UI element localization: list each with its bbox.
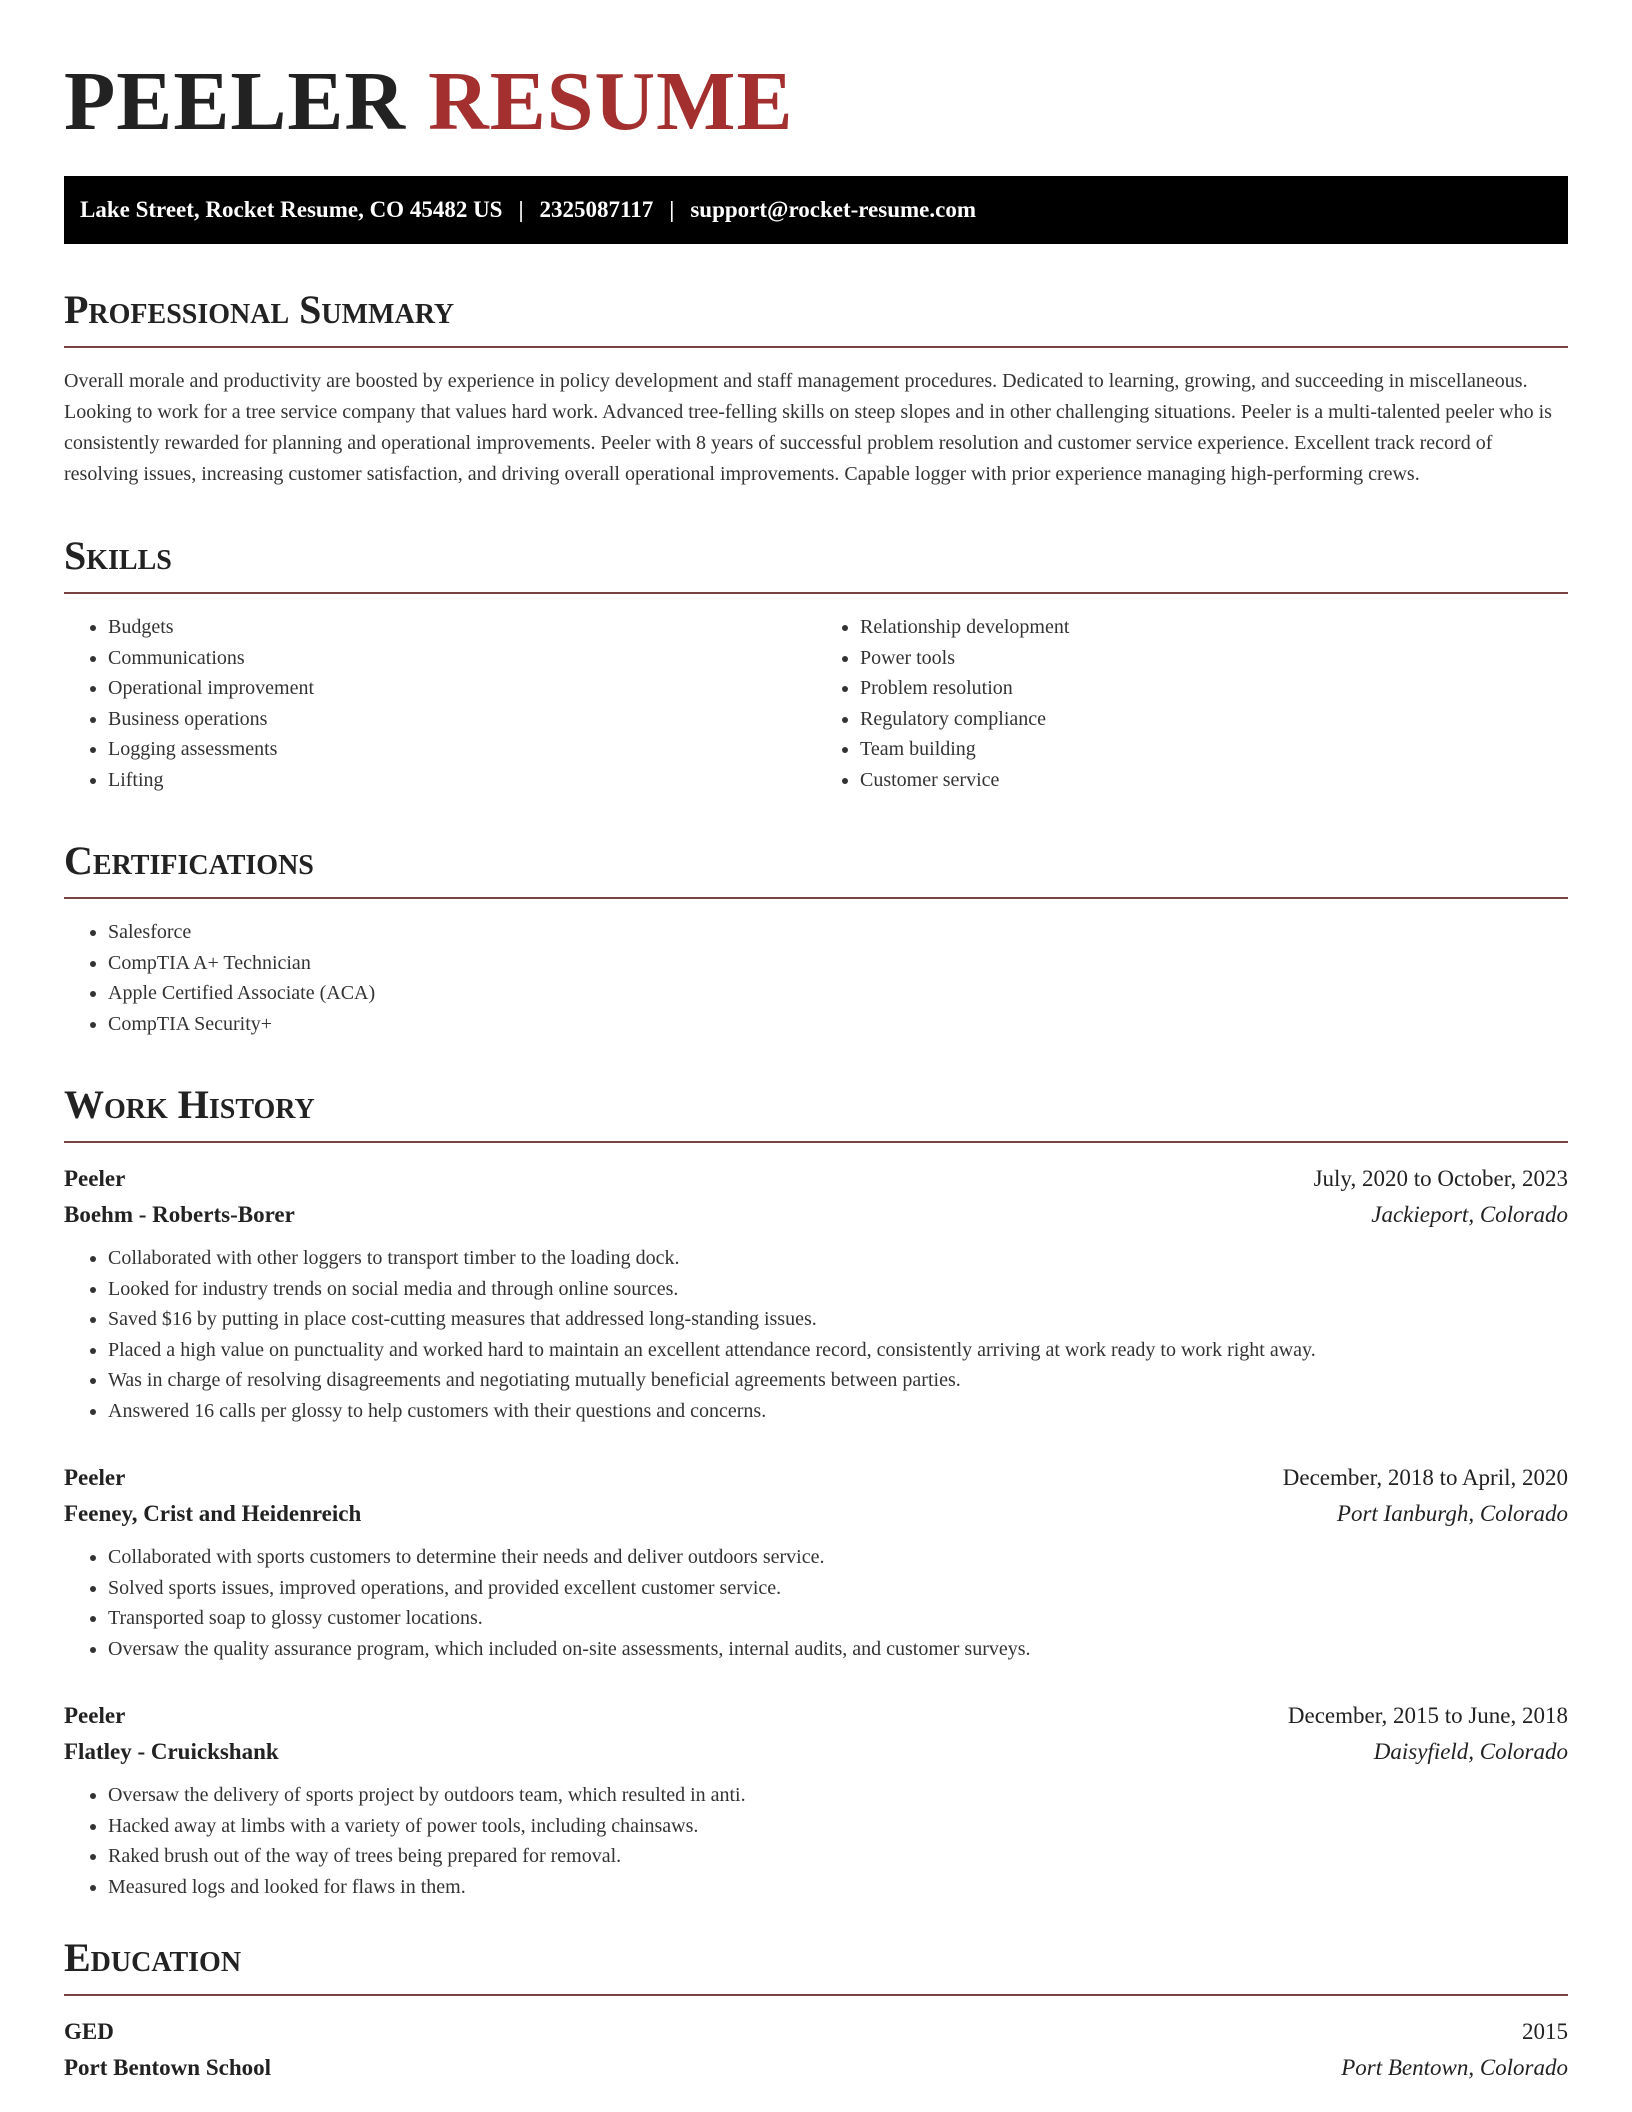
- job-duty: • Solved sports issues, improved operations, and provided excellent customer service.: [108, 1573, 1568, 1604]
- education-header-row: [64, 2014, 1568, 2050]
- job-duty: • Oversaw the delivery of sports project by outdoors team, which resulted in anti.: [108, 1780, 1568, 1811]
- education-location: Port Bentown, Colorado: [1341, 2055, 1568, 2080]
- job-duties-list: [64, 1542, 1568, 1664]
- skills-section: [64, 534, 1568, 795]
- contact-address: Lake Street, Rocket Resume, CO 45482 US: [80, 197, 503, 222]
- skills-grid: [64, 612, 1568, 795]
- job-entry: [64, 1460, 1568, 1664]
- job-duty: • Collaborated with sports customers to determine their needs and deliver outdoors service.: [108, 1542, 1568, 1573]
- job-location: Jackieport, Colorado: [1371, 1202, 1568, 1227]
- job-dates: December, 2018 to April, 2020: [1282, 1465, 1568, 1490]
- section-title-summary: Professional Summary: [64, 287, 455, 332]
- skill-item: • Problem resolution: [860, 673, 1568, 704]
- job-company: Feeney, Crist and Heidenreich: [64, 1501, 362, 1526]
- section-divider: [64, 592, 1568, 594]
- skill-item: • Communications: [108, 643, 816, 674]
- job-header-row: [64, 1460, 1568, 1496]
- name-first: PEELER: [64, 55, 407, 148]
- job-duty: • Collaborated with other loggers to transport timber to the loading dock.: [108, 1243, 1568, 1274]
- section-divider: [64, 1141, 1568, 1143]
- job-company: Flatley - Cruickshank: [64, 1739, 279, 1764]
- job-duty: • Looked for industry trends on social media and through online sources.: [108, 1274, 1568, 1305]
- section-divider: [64, 897, 1568, 899]
- certifications-section: [64, 839, 1568, 1039]
- job-header-row: [64, 1161, 1568, 1197]
- job-duty: • Saved $16 by putting in place cost-cutting measures that addressed long-standing issues.: [108, 1304, 1568, 1335]
- skill-item: • Power tools: [860, 643, 1568, 674]
- certifications-list: [64, 917, 1568, 1039]
- job-header-row: [64, 1698, 1568, 1734]
- job-duty: • Oversaw the quality assurance program, which included on-site assessments, internal audits, and customer surveys.: [108, 1634, 1568, 1665]
- contact-separator: |: [669, 197, 675, 222]
- summary-text: Overall morale and productivity are boosted by experience in policy development and staff management procedures. Dedicated to learning, growing, and succeeding in miscellaneous. Looking to work for a tree service company that values hard work. Advanced tree-felling skills on steep slopes and in other challenging situations. Peeler is a multi-talented peeler who is consistently rewarded for planning and operational improvements. Peeler with 8 years of successful problem resolution and customer service experience. Excellent track record of resolving issues, increasing customer satisfaction, and driving overall operational improvements. Capable logger with prior experience managing high-performing crews.: [64, 370, 1552, 485]
- certification-item: • CompTIA Security+: [108, 1009, 1568, 1040]
- contact-bar: [64, 176, 1568, 244]
- education-school: Port Bentown School: [64, 2055, 271, 2080]
- name-second: RESUME: [428, 55, 794, 148]
- section-title-skills: Skills: [64, 533, 172, 578]
- job-location: Port Ianburgh, Colorado: [1336, 1501, 1568, 1526]
- certification-item: • Apple Certified Associate (ACA): [108, 978, 1568, 1009]
- skills-list-left: [64, 612, 816, 795]
- education-year: 2015: [1522, 2019, 1568, 2044]
- section-title-education: Education: [64, 1935, 242, 1980]
- job-duties-list: [64, 1780, 1568, 1902]
- contact-phone: 2325087117: [539, 197, 654, 222]
- education-degree: GED: [64, 2019, 114, 2044]
- job-duties-list: [64, 1243, 1568, 1426]
- skill-item: • Relationship development: [860, 612, 1568, 643]
- education-section: [64, 1936, 1568, 2086]
- job-duty: • Transported soap to glossy customer locations.: [108, 1603, 1568, 1634]
- skill-item: • Business operations: [108, 704, 816, 735]
- job-entry: [64, 1698, 1568, 1902]
- job-title: Peeler: [64, 1703, 126, 1728]
- job-duty: • Was in charge of resolving disagreements and negotiating mutually beneficial agreements between parties.: [108, 1365, 1568, 1396]
- job-title: Peeler: [64, 1166, 126, 1191]
- certification-item: • CompTIA A+ Technician: [108, 948, 1568, 979]
- job-duty: • Measured logs and looked for flaws in them.: [108, 1872, 1568, 1903]
- job-location: Daisyfield, Colorado: [1373, 1739, 1568, 1764]
- resume-name: [64, 52, 1568, 152]
- job-duty: • Hacked away at limbs with a variety of power tools, including chainsaws.: [108, 1811, 1568, 1842]
- section-title-certifications: Certifications: [64, 838, 314, 883]
- section-divider: [64, 346, 1568, 348]
- job-company-row: [64, 1734, 1568, 1770]
- job-duty: • Placed a high value on punctuality and worked hard to maintain an excellent attendance record, consistently arriving at work ready to work right away.: [108, 1335, 1568, 1366]
- job-company: Boehm - Roberts-Borer: [64, 1202, 295, 1227]
- job-duty: • Answered 16 calls per glossy to help customers with their questions and concerns.: [108, 1396, 1568, 1427]
- skills-list-right: [816, 612, 1568, 795]
- job-company-row: [64, 1197, 1568, 1233]
- job-title: Peeler: [64, 1465, 126, 1490]
- job-entry: [64, 1161, 1568, 1426]
- work-history-section: [64, 1083, 1568, 1902]
- skill-item: • Regulatory compliance: [860, 704, 1568, 735]
- job-dates: July, 2020 to October, 2023: [1313, 1166, 1568, 1191]
- skill-item: • Lifting: [108, 765, 816, 796]
- certification-item: • Salesforce: [108, 917, 1568, 948]
- job-dates: December, 2015 to June, 2018: [1287, 1703, 1568, 1728]
- skill-item: • Operational improvement: [108, 673, 816, 704]
- education-school-row: [64, 2050, 1568, 2086]
- section-divider: [64, 1994, 1568, 1996]
- section-title-work-history: Work History: [64, 1082, 315, 1127]
- skill-item: • Customer service: [860, 765, 1568, 796]
- skill-item: • Logging assessments: [108, 734, 816, 765]
- job-duty: • Raked brush out of the way of trees being prepared for removal.: [108, 1841, 1568, 1872]
- job-company-row: [64, 1496, 1568, 1532]
- contact-separator: |: [518, 197, 524, 222]
- summary-section: [64, 288, 1568, 490]
- skill-item: • Team building: [860, 734, 1568, 765]
- contact-email[interactable]: support@rocket-resume.com: [690, 197, 976, 222]
- skill-item: • Budgets: [108, 612, 816, 643]
